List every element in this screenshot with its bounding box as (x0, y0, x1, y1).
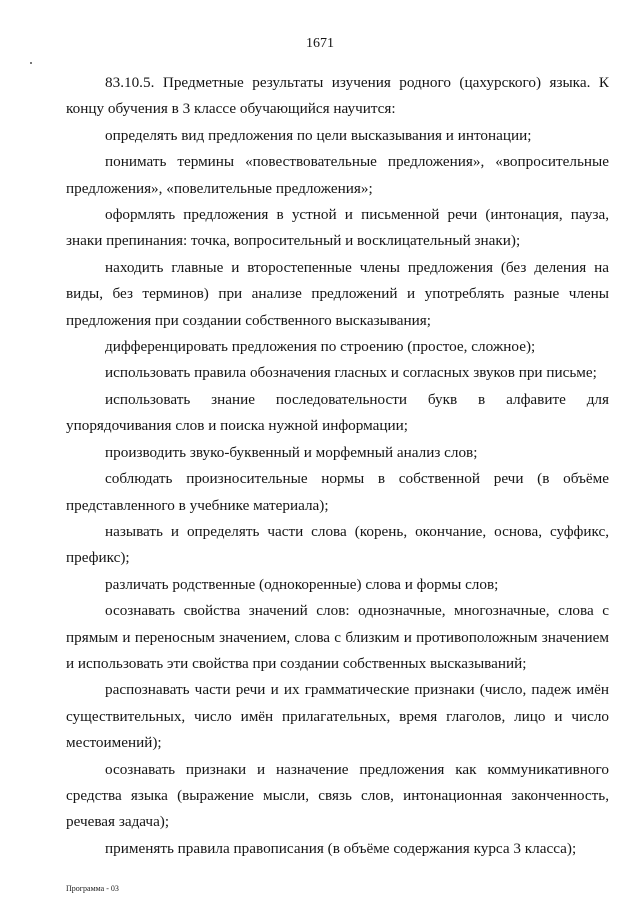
outcome-item: определять вид предложения по цели высказывания и интонации; (105, 126, 532, 144)
outcome-item: понимать термины «повествовательные предложения», «вопросительные предложения», «повелительные предложения»; (66, 153, 609, 197)
outcome-item: осознавать признаки и назначение предложения как коммуникативного средства языка (выражение мысли, связь слов, интонационная законченность, речевая задача); (66, 760, 609, 831)
outcome-item: соблюдать произносительные нормы в собственной речи (в объёме представленного в учебнике материала); (66, 470, 609, 514)
outcome-item: осознавать свойства значений слов: однозначные, многозначные, слова с прямым и переносным значением, слова с близким и противоположным значением и использовать эти свойства при создании собственных высказываний; (66, 602, 609, 672)
outcome-item: находить главные и второстепенные члены предложения (без деления на виды, без терминов) при анализе предложений и употреблять разные члены предложения при создании собственного высказывания; (66, 258, 609, 329)
section-heading-paragraph: 83.10.5. Предметные результаты изучения родного (цахурского) языка. К концу обучения в 3 классе обучающийся научится: (66, 74, 609, 118)
outcome-item: применять правила правописания (в объёме содержания курса 3 класса); (105, 839, 577, 857)
outcome-item: использовать знание последовательности букв в алфавите для упорядочивания слов и поиска нужной информации; (66, 390, 609, 435)
footer-program-label: Программа - 03 (66, 884, 119, 893)
page-number: 1671 (306, 36, 334, 51)
document-body (66, 70, 609, 862)
outcome-item: оформлять предложения в устной и письменной речи (интонация, пауза, знаки препинания: точка, вопросительный и восклицательный знаки); (66, 206, 609, 250)
outcome-item: производить звуко-буквенный и морфемный анализ слов; (105, 443, 478, 461)
outcome-item: распознавать части речи и их грамматические признаки (число, падеж имён существительных, число имён прилагательных, время глаголов, лицо и число местоимений); (66, 681, 609, 752)
outcome-item: дифференцировать предложения по строению (простое, сложное); (105, 338, 536, 356)
scan-mark (30, 62, 32, 64)
outcome-item: использовать правила обозначения гласных и согласных звуков при письме; (105, 364, 597, 382)
outcome-item: называть и определять части слова (корень, окончание, основа, суффикс, префикс); (66, 522, 609, 567)
outcome-item: различать родственные (однокоренные) слова и формы слов; (105, 575, 499, 593)
